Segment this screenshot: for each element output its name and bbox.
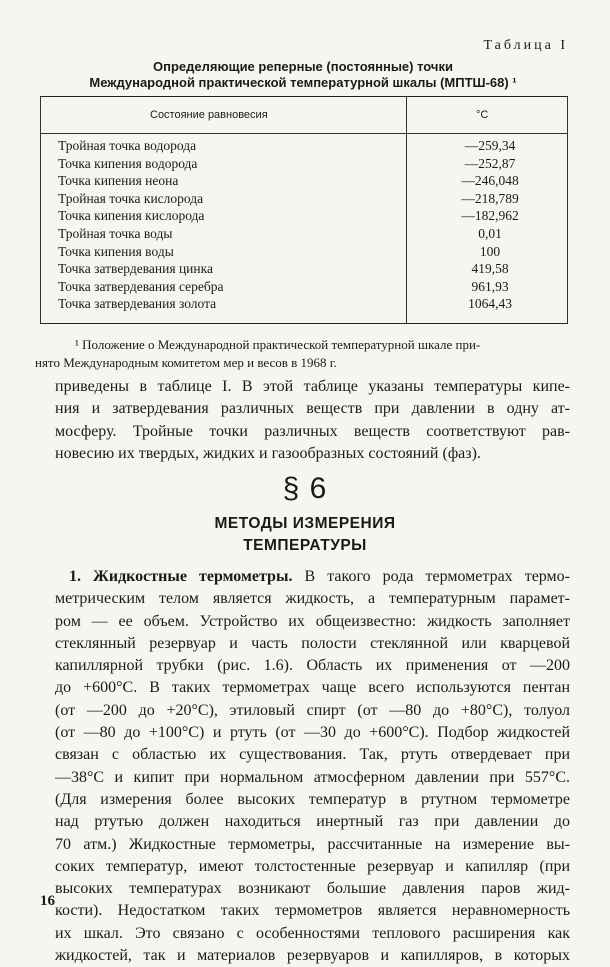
text-line: кости). Недостатком таких термометров является неравномерность: [55, 902, 570, 920]
text-line: связан с областью их существования. Так, ртуть отвердевает при: [55, 746, 570, 764]
text-line: жидкостей, так и материалов резервуаров и капилляров, в которых: [55, 947, 570, 965]
subsection-heading: 1. Жидкостные термометры.: [69, 568, 293, 585]
text-line: над ртутью должен находиться инертный газ при давлении до: [55, 813, 570, 831]
text-line: капиллярной трубки (рис. 1.6). Область их применения от —200: [55, 657, 570, 675]
table-cell-temperature: 961,93: [471, 278, 509, 294]
text-line: новесию их твердых, жидких и газообразных состояний (фаз).: [55, 444, 481, 462]
text-line: (от —200 до +20°C), этиловый спирт (от —80 до +80°C), толуол: [55, 701, 570, 719]
table-footnote: [35, 336, 570, 372]
section-title-line-1: МЕТОДЫ ИЗМЕРЕНИЯ: [214, 515, 396, 532]
table-cell-temperature: 419,58: [471, 261, 509, 277]
table-cell-state: Тройная точка водорода: [58, 138, 197, 153]
table-cell-temperature: —246,048: [461, 173, 519, 189]
page-number: 16: [40, 893, 55, 909]
text-line: высоких температурах возникают большие давления паров жид-: [55, 880, 570, 898]
table-cell-state: Точка затвердевания серебра: [58, 278, 224, 294]
table-cell-temperature: —252,87: [464, 155, 516, 171]
text-line: приведены в таблице I. В этой таблице указаны температуры кипе-: [55, 378, 570, 395]
table-cell-state: Точка кипения водорода: [58, 155, 198, 171]
table-cell-state: Точка кипения воды: [58, 243, 174, 259]
text-line: мосферу. Тройные точки различных веществ соответствуют рав-: [55, 422, 570, 440]
text-line: соких температур, имеют толстостенные резервуар и капилляр (при: [55, 857, 570, 875]
text-line: ния и затвердевания различных веществ при давлении в одну ат-: [55, 400, 570, 418]
table-cell-temperature: —218,789: [461, 190, 519, 206]
table-column-divider: [406, 97, 407, 323]
text-line: (Для измерения более высоких температур в ртутном термометре: [55, 790, 570, 808]
table-cell-state: Точка кипения кислорода: [58, 208, 205, 224]
paragraph-liquid-thermometers: [55, 566, 570, 967]
text-line: стеклянный резервуар и часть полости стеклянной или кварцевой: [55, 634, 570, 652]
table-caption-line-2: Международной практической температурной шкалы (МПТШ-68) ¹: [89, 75, 517, 90]
text-line: метрическим телом является жидкость, а температурным парамет-: [55, 590, 570, 608]
table-label: Таблица I: [483, 38, 568, 53]
table-cell-state: Точка кипения неона: [58, 173, 179, 189]
footnote-line: ¹ Положение о Международной практической температурной шкале при-: [75, 337, 481, 352]
text-line: их шкал. Это связано с особенностями теплового расширения как: [55, 924, 570, 942]
table-caption-line-1: Определяющие реперные (постоянные) точки: [153, 59, 453, 74]
text-line: 70 атм.) Жидкостные термометры, рассчитанные на измерение вы-: [55, 835, 570, 853]
text-line: до +600°C. В таких термометрах чаще всего используются пентан: [55, 679, 570, 697]
header-state: Состояние равновесия: [150, 109, 268, 121]
footnote-line: нято Международным комитетом мер и весов в 1968 г.: [35, 355, 337, 370]
state-column: [58, 137, 223, 313]
text-line: ром — ее объем. Устройство их общеизвестно: жидкость заполняет: [55, 612, 570, 630]
text-line: —38°C и кипит при нормальном атмосферном давлении при 557°C.: [55, 768, 570, 786]
table-border-right: [567, 97, 568, 323]
table-cell-temperature: 100: [479, 243, 501, 259]
reference-points-table: [40, 96, 568, 324]
table-border-left: [40, 97, 41, 323]
table-cell-state: Точка затвердевания золота: [58, 296, 217, 312]
header-unit: °C: [476, 109, 489, 121]
temperature-column: [415, 137, 565, 313]
table-cell-temperature: —259,34: [464, 138, 516, 153]
table-cell-temperature: 1064,43: [468, 296, 512, 312]
table-cell-state: Точка затвердевания цинка: [58, 261, 213, 277]
section-number: § 6: [282, 472, 328, 505]
text-line-first: [55, 566, 570, 588]
text-line: (от —80 до +100°C) и ртуть (от —30 до +600°C). Подбор жидкостей: [55, 724, 570, 742]
table-cell-temperature: 0,01: [478, 225, 502, 241]
table-cell-state: Тройная точка кислорода: [58, 190, 204, 206]
section-title-line-2: ТЕМПЕРАТУРЫ: [243, 537, 367, 554]
paragraph-table-description: [55, 376, 570, 465]
table-header-divider: [40, 133, 568, 134]
text-line-rest: В такого рода термометрах термо-: [292, 568, 571, 585]
table-cell-state: Тройная точка воды: [58, 225, 173, 241]
table-cell-temperature: —182,962: [461, 208, 519, 224]
